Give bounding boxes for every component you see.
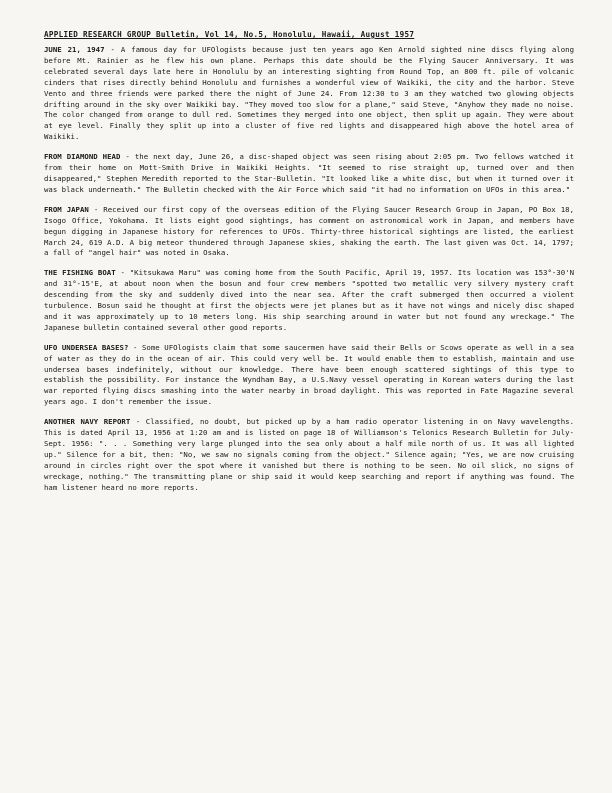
bulletin-header: APPLIED RESEARCH GROUP Bulletin, Vol 14, No.5, Honolulu, Hawaii, August 1957: [44, 30, 415, 39]
section-body: - Some UFOlogists claim that some saucermen have said their Bells or Scows operate as well in a sea of water as they do in the ocean of air. This could very well be. It would enable them to establish, maintain and use undersea bases indefinitely, without our knowledge. There have been enough scattered sightings of this type to establish the possibility. For instance the Wyndham Bay, a U.S.Navy vessel operating in Korean waters during the last war reported flying discs smashing into the water nearby in broad daylight. This was reported in Fate Magazine several years ago. I don't remember the issue.: [44, 342, 574, 407]
section-paragraph: [44, 417, 574, 493]
section-paragraph: [44, 205, 574, 260]
section-paragraph: [44, 343, 574, 408]
section-heading: THE FISHING BOAT: [44, 268, 116, 278]
section-heading: UFO UNDERSEA BASES?: [44, 342, 129, 352]
section-paragraph: [44, 152, 574, 196]
section-heading: FROM DIAMOND HEAD: [44, 152, 121, 162]
section-undersea-bases: [44, 343, 574, 408]
section-june-21: [44, 45, 574, 143]
section-navy-report: [44, 417, 574, 493]
section-heading: JUNE 21, 1947: [44, 45, 105, 54]
section-diamond-head: [44, 152, 574, 196]
section-from-japan: [44, 205, 574, 260]
section-body: - "Kitsukawa Maru" was coming home from the South Pacific, April 19, 1957. Its location was 153°-30'N and 31°-15'E, at about noon when the bosun and four crew members "spotted two metallic very silvery mystery craft descending from the sky and suddenly dived into the near sea. After the craft submerged then occurred a violent turbulence. Bosun said he thought at first the objects were jet planes but as it have not wings and nicely disc shaped and it was approximately up to 10 meters long. His ship searching around in water but not found any wreckage." The Japanese bulletin contained several other good reports.: [44, 268, 574, 332]
section-paragraph: [44, 268, 574, 333]
section-body: - Classified, no doubt, but picked up by a ham radio operator listening in on Navy wavelengths. This is dated April 13, 1956 at 1:20 am and is listed on page 18 of Williamson's Telonics Research Bulletin for July-Sept. 1956: ". . . Something very large plunged into the sea only about a half mile north of us. It was all lighted up." Silence for a bit, then: "No, we saw no signals coming from the object." Silence again; "Yes, we are now cruising around in circles right over the spot where it vanished but there is nothing to be seen. No oil slick, no signs of wreckage, nothing." The transmitting plane or ship said it would keep searching and report if anything was found. The ham listener heard no more reports.: [44, 417, 574, 492]
section-body: - Received our first copy of the overseas edition of the Flying Saucer Research Group in Japan, PO Box 18, Isogo Office, Yokohama. It lists eight good sightings, has comment on astronomical work in Japan, and members have begun digging in Japanese history for references to UFOs. Thirty-three historical sightings are listed, the earliest March 24, 619 A.D. A big meteor thundered through Japanese skies, shaking the earth. The last given was Oct. 14, 1797; a fall of "angel hair" was noted in Osaka.: [44, 204, 574, 258]
section-paragraph: [44, 45, 574, 143]
section-body: - the next day, June 26, a disc-shaped object was seen rising about 2:05 pm. Two fellows watched it from their home on Mott-Smith Drive in Waikiki Heights. "It seemed to rise straight up, turned over and then disappeared," Stephen Meredith reported to the Star-Bulletin. "It looked like a white disc, but when it turned over it was black underneath." The Bulletin checked with the Air Force which said "it had no information on UFOs in this area.": [44, 152, 574, 194]
section-heading: FROM JAPAN: [44, 204, 89, 214]
section-heading: ANOTHER NAVY REPORT: [44, 417, 131, 427]
section-fishing-boat: [44, 268, 574, 333]
section-body: - A famous day for UFOlogists because just ten years ago Ken Arnold sighted nine discs flying along before Mt. Rainier as he flew his own plane. Perhaps this date should be the Flying Saucer Anniversary. It was celebrated several days late here in Honolulu by an interesting sighting from Round Top, an 800 ft. pile of volcanic cinders that rises directly behind Honolulu and furnishes a wonderful view of Waikiki, the city and the harbor. Steve Vento and three friends were parked there the night of June 24. From 12:30 to 3 am they watched two glowing objects drifting around in the sky over Waikiki bay. "They moved too slow for a plane," said Steve, "Anyhow they made no noise. The color changed from orange to dull red. Sometimes they merged into one object, then split up again. They were about at eye level. Finally they split up into a cluster of five red lights and disappeared high above the hotel area of Waikiki.: [44, 45, 574, 142]
